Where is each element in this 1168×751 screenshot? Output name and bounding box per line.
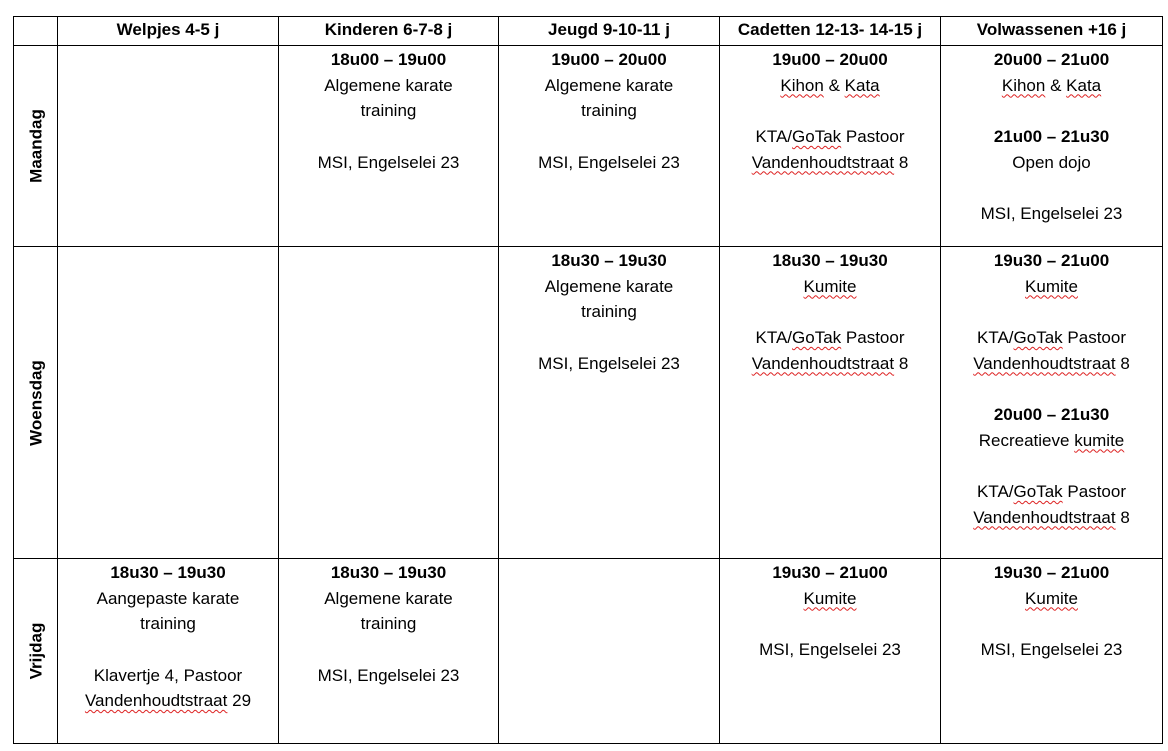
corner-cell <box>14 17 58 46</box>
session-activity: Algemene karate <box>544 276 674 296</box>
session-activity: training <box>360 101 417 120</box>
spacer <box>499 124 719 150</box>
spacer <box>720 611 940 637</box>
session-activity: Recreatieve kumite <box>978 430 1125 450</box>
day-label: Maandag <box>25 109 45 183</box>
session-time: 19u30 – 21u00 <box>993 251 1110 270</box>
session-activity: Algemene karate <box>324 588 453 608</box>
row-woensdag <box>14 247 1163 559</box>
session-list <box>941 559 1162 663</box>
schedule-cell <box>58 559 279 744</box>
session-location: KTA/GoTak Pastoor <box>755 127 905 146</box>
header-row <box>14 17 1163 46</box>
schedule-cell <box>720 559 941 744</box>
schedule-cell <box>499 559 720 744</box>
session-activity: training <box>140 614 196 633</box>
session-activity: training <box>581 101 637 120</box>
day-cell-vrijdag <box>14 559 58 744</box>
schedule-cell <box>720 247 941 559</box>
day-label: Woensdag <box>25 359 45 446</box>
session-activity: Kumite <box>1025 276 1078 296</box>
row-vrijdag <box>14 559 1163 744</box>
session-activity: training <box>360 614 417 633</box>
column-header-kinderen: Kinderen 6-7-8 j <box>279 17 499 46</box>
row-maandag <box>14 46 1163 247</box>
spacer <box>58 637 278 663</box>
session-location: Vandenhoudtstraat 8 <box>973 507 1130 527</box>
session-location: Vandenhoudtstraat 29 <box>84 691 252 710</box>
session-list <box>58 46 278 47</box>
session-location: MSI, Engelselei 23 <box>759 640 901 659</box>
session-location: MSI, Engelselei 23 <box>980 204 1123 223</box>
column-header-volwassenen: Volwassenen +16 j <box>941 17 1163 46</box>
schedule-cell <box>720 46 941 247</box>
session-list <box>499 247 719 376</box>
session-time: 21u00 – 21u30 <box>993 127 1110 146</box>
schedule-cell <box>941 247 1163 559</box>
session-time: 18u30 – 19u30 <box>772 251 888 270</box>
schedule-cell <box>941 559 1163 744</box>
spacer <box>279 637 498 663</box>
session-time: 18u30 – 19u30 <box>330 563 447 582</box>
session-activity: Kumite <box>803 276 857 296</box>
session-location: MSI, Engelselei 23 <box>980 640 1123 659</box>
session-location: MSI, Engelselei 23 <box>317 152 460 172</box>
session-time: 18u30 – 19u30 <box>110 563 226 582</box>
session-location: MSI, Engelselei 23 <box>317 665 460 685</box>
session-location: MSI, Engelselei 23 <box>538 152 680 172</box>
session-time: 18u00 – 19u00 <box>330 50 447 69</box>
schedule-cell <box>279 247 499 559</box>
session-activity: Algemene karate <box>324 75 453 95</box>
session-list <box>499 559 719 560</box>
column-header-welpjes: Welpjes 4-5 j <box>58 17 279 46</box>
column-header-cadetten: Cadetten 12-13- 14-15 j <box>720 17 941 46</box>
session-time: 19u30 – 21u00 <box>772 563 888 582</box>
session-time: 19u00 – 20u00 <box>772 50 888 69</box>
session-location: Vandenhoudtstraat 8 <box>973 353 1130 373</box>
session-location: KTA/GoTak Pastoor <box>755 328 905 347</box>
schedule-cell <box>58 247 279 559</box>
session-location: Vandenhoudtstraat 8 <box>751 353 909 373</box>
session-activity: Aangepaste karate <box>96 588 240 608</box>
day-label: Vrijdag <box>25 622 45 680</box>
session-list <box>279 46 498 175</box>
session-list <box>720 247 940 376</box>
session-list <box>720 46 940 175</box>
session-list <box>58 247 278 248</box>
session-activity: Kihon & Kata <box>1001 75 1102 95</box>
session-location: MSI, Engelselei 23 <box>538 353 680 373</box>
spacer <box>720 98 940 124</box>
session-time: 20u00 – 21u00 <box>993 50 1110 69</box>
day-cell-maandag <box>14 46 58 247</box>
spacer <box>941 98 1162 124</box>
schedule-cell <box>279 559 499 744</box>
session-time: 19u00 – 20u00 <box>551 50 667 69</box>
spacer <box>941 611 1162 637</box>
session-list <box>279 247 498 248</box>
session-list <box>720 559 940 663</box>
session-activity: training <box>581 302 637 321</box>
session-location: KTA/GoTak Pastoor <box>976 482 1126 501</box>
session-location: Vandenhoudtstraat 8 <box>751 152 909 172</box>
spacer <box>499 325 719 351</box>
session-time: 18u30 – 19u30 <box>551 251 667 270</box>
schedule-cell <box>941 46 1163 247</box>
session-time: 20u00 – 21u30 <box>993 405 1110 424</box>
spacer <box>941 175 1162 201</box>
session-list <box>279 559 498 688</box>
spacer <box>279 124 498 150</box>
session-activity: Kumite <box>1025 588 1078 608</box>
session-list <box>58 559 278 714</box>
schedule-cell <box>58 46 279 247</box>
spacer <box>941 453 1162 479</box>
session-list <box>941 247 1162 530</box>
session-time: 19u30 – 21u00 <box>993 563 1110 582</box>
session-activity: Open dojo <box>1012 152 1091 172</box>
column-header-jeugd: Jeugd 9-10-11 j <box>499 17 720 46</box>
session-activity: Kihon & Kata <box>780 75 880 95</box>
session-location: Klavertje 4, Pastoor <box>93 665 243 685</box>
schedule-table <box>13 16 1163 744</box>
schedule-cell <box>499 247 720 559</box>
schedule-cell <box>279 46 499 247</box>
schedule-cell <box>499 46 720 247</box>
session-location: KTA/GoTak Pastoor <box>976 328 1126 347</box>
session-activity: Algemene karate <box>544 75 674 95</box>
session-activity: Kumite <box>803 588 857 608</box>
spacer <box>941 376 1162 402</box>
session-list <box>499 46 719 175</box>
day-cell-woensdag <box>14 247 58 559</box>
session-list <box>941 46 1162 227</box>
spacer <box>720 299 940 325</box>
spacer <box>941 299 1162 325</box>
